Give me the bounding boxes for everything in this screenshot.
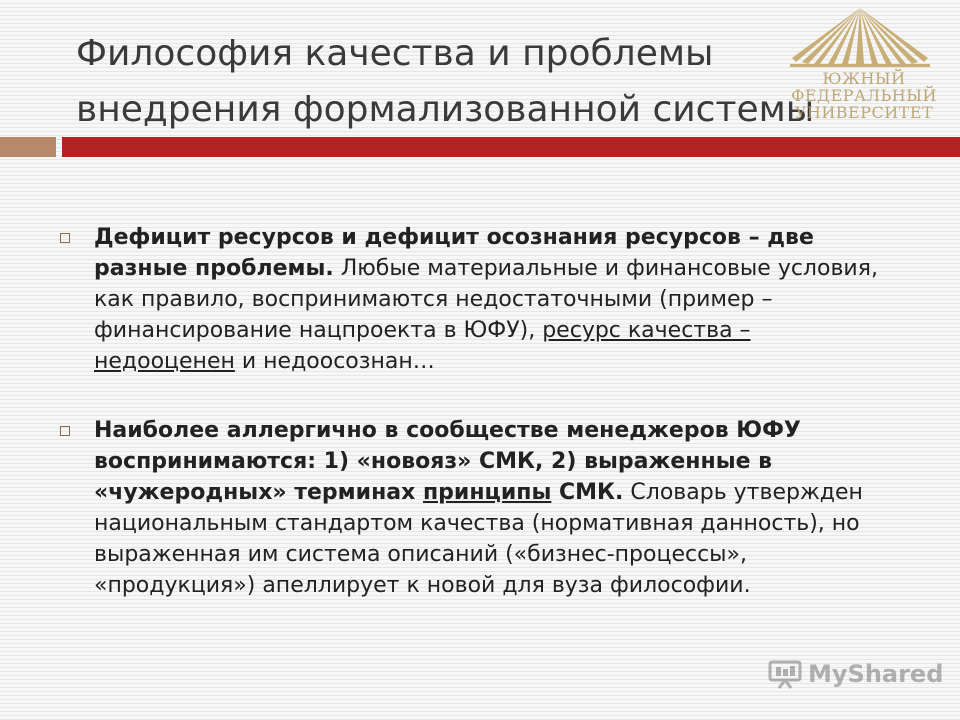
watermark-text: MyShared [808, 660, 944, 688]
bullet-text: Любые материальные и финансовые условия, как правило, воспринимаются недостаточными (пример – финансирование нацпроекта в ЮФУ), [94, 256, 878, 343]
bullet-text: и недоосознан… [234, 349, 435, 374]
logo-text-line2: ФЕДЕРАЛЬНЫЙ [791, 86, 937, 105]
bullet-text: Словарь утвержден национальным стандартом качества (нормативная данность), но выраженная им система описаний («бизнес-процессы», «продукция») апеллирует к новой для вуза философии. [94, 480, 863, 598]
bullet-item [60, 415, 890, 601]
watermark [768, 656, 943, 692]
bullet-bold-text: СМК. [551, 480, 624, 505]
bullet-bold-text: Дефицит ресурсов и дефицит осознания ресурсов – две разные проблемы. [94, 225, 814, 281]
sunburst-icon [780, 4, 940, 74]
slide-title: Философия качества и проблемы внедрения формализованной системы [76, 33, 815, 130]
logo-text [776, 70, 952, 121]
logo-text-line3: УНИВЕРСИТЕТ [794, 103, 934, 122]
presentation-icon [768, 659, 802, 689]
square-bullet-icon [60, 426, 70, 436]
bullet-bold-text: Наиболее аллергично в сообществе менеджеров ЮФУ воспринимаются: 1) «новояз» СМК, 2) выраженные в «чужеродных» терминах [94, 418, 801, 505]
university-logo [770, 4, 950, 134]
bullet-underlined-text: ресурс качества – недооценен [94, 318, 751, 374]
header-band-left [0, 137, 56, 157]
logo-text-line1: ЮЖНЫЙ [822, 69, 906, 88]
bullet-bold-underlined-text: принципы [422, 480, 552, 505]
square-bullet-icon [60, 233, 70, 243]
bullet-item [60, 222, 890, 377]
bullet-list [60, 222, 890, 601]
header-band-right [62, 137, 960, 157]
